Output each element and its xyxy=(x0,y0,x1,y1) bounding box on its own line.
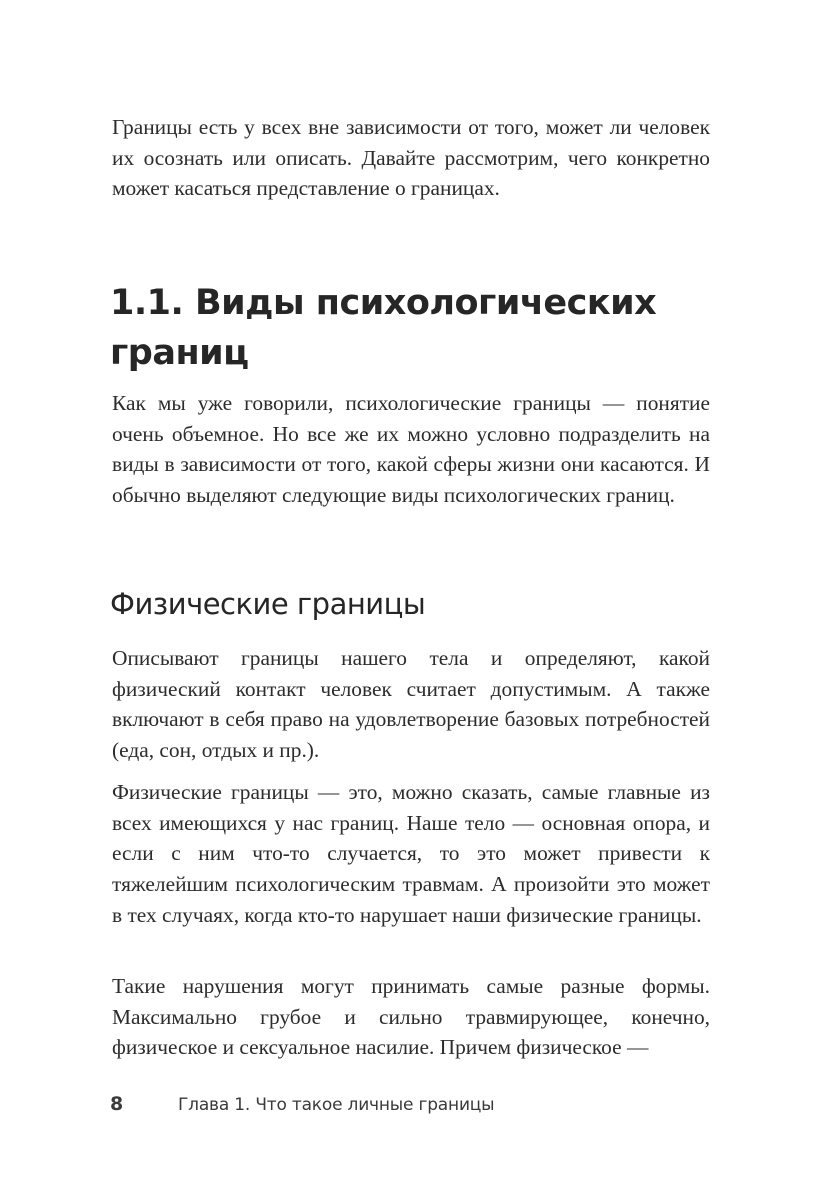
section-intro-paragraph: Как мы уже говорили, психологические границы — понятие очень объемное. Но все же их можно условно подразделить на виды в зависимости от того, какой сферы жизни они касаются. И обычно выделяют следующие виды психологических границ. xyxy=(112,391,710,508)
body-paragraph-3: Такие нарушения могут принимать самые разные формы. Максимально грубое и сильно травмирующее, конечно, физическое и сексуальное насилие. Причем физическое — xyxy=(112,974,710,1060)
body-paragraph-2: Физические границы — это, можно сказать, самые главные из всех имеющихся у нас границ. Наше тело — основная опора, и если с ним что-то случается, то это может привести к тяжелейшим психологическим травмам. А произойти это может в тех случаях, когда кто-то нарушает наши физические границы. xyxy=(112,780,710,927)
section-heading-line-1: 1.1. Виды психологических xyxy=(110,283,657,323)
section-heading xyxy=(110,278,710,378)
page-footer xyxy=(110,1089,710,1121)
running-chapter-title: Глава 1. Что такое личные границы xyxy=(178,1095,495,1115)
subsection-heading: Физические границы xyxy=(110,587,426,621)
page-number: 8 xyxy=(110,1093,124,1115)
body-paragraph-1: Описывают границы нашего тела и определяют, какой физический контакт человек считает допустимым. А также включают в себя право на удовлетворение базовых потребностей (еда, сон, отдых и пр.). xyxy=(112,646,710,763)
section-heading-line-2: границ xyxy=(110,333,249,373)
intro-paragraph: Границы есть у всех вне зависимости от того, может ли человек их осознать или описать. Давайте рассмотрим, чего конкретно может касаться представление о границах. xyxy=(112,115,710,201)
